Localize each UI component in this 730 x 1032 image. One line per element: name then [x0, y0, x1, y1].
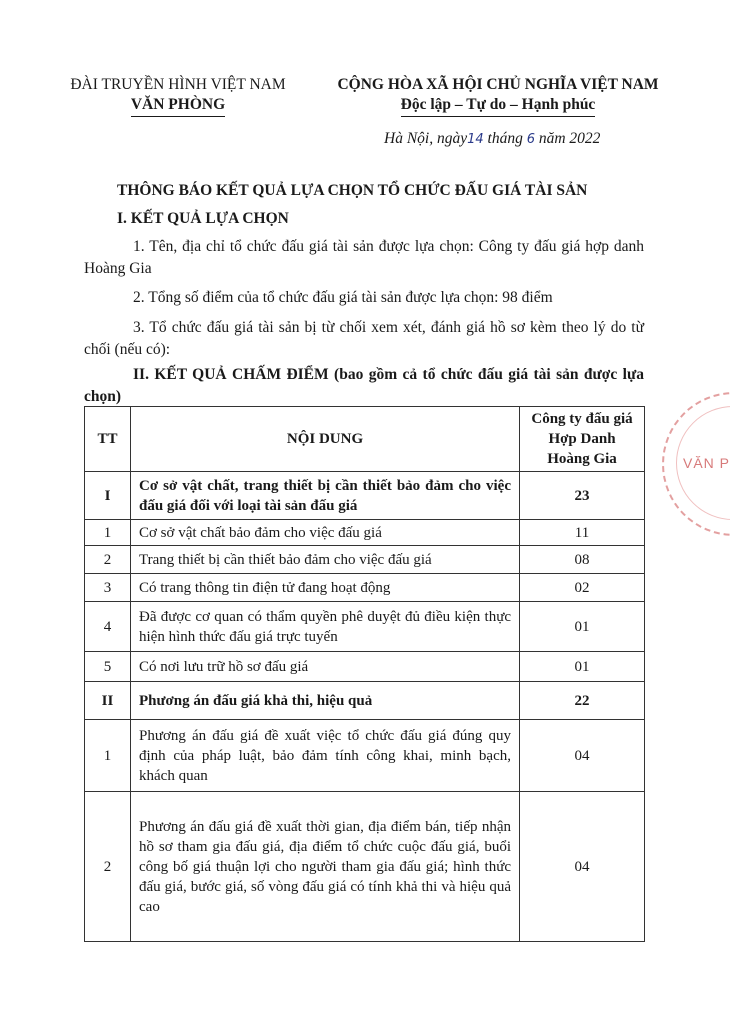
agency-name: ĐÀI TRUYỀN HÌNH VIỆT NAM	[70, 76, 286, 93]
national-header	[326, 75, 670, 117]
motto: Độc lập – Tự do – Hạnh phúc	[401, 95, 596, 117]
col-header-company: Công ty đấu giá Hợp Danh Hoàng Gia	[520, 407, 645, 472]
table-row: 3 Có trang thông tin điện tử đang hoạt động 02	[85, 574, 645, 602]
col-header-tt: TT	[85, 407, 131, 472]
table-row: I Cơ sở vật chất, trang thiết bị cần thiết bảo đảm cho việc đấu giá đối với loại tài sản đấu giá 23	[85, 472, 645, 520]
section-1-item-1: 1. Tên, địa chỉ tổ chức đấu giá tài sản được lựa chọn: Công ty đấu giá hợp danh Hoàng Gia	[84, 238, 644, 277]
table-row: 5 Có nơi lưu trữ hồ sơ đấu giá 01	[85, 652, 645, 682]
stamp-text: VĂN P	[683, 455, 730, 471]
table-row: 4 Đã được cơ quan có thẩm quyền phê duyệt đủ điều kiện thực hiện hình thức đấu giá trực tuyến 01	[85, 602, 645, 652]
date-day: 14	[467, 132, 484, 147]
score-table	[84, 406, 645, 942]
table-row: 2 Trang thiết bị cần thiết bảo đảm cho việc đấu giá 08	[85, 546, 645, 574]
date-line: Hà Nội, ngày14 tháng 6 năm 2022	[384, 130, 601, 147]
section-1-item-3: 3. Tổ chức đấu giá tài sản bị từ chối xem xét, đánh giá hồ sơ kèm theo lý do từ chối (nếu có):	[84, 319, 644, 358]
table-row: 1 Phương án đấu giá đề xuất việc tổ chức đấu giá đúng quy định của pháp luật, bảo đảm tính công khai, minh bạch, khách quan 04	[85, 720, 645, 792]
office-name: VĂN PHÒNG	[131, 95, 225, 117]
date-month: 6	[526, 132, 535, 147]
section-1-item-2: 2. Tổng số điểm của tổ chức đấu giá tài sản được lựa chọn: 98 điểm	[133, 289, 553, 306]
table-row: II Phương án đấu giá khả thi, hiệu quả 22	[85, 682, 645, 720]
document-title: THÔNG BÁO KẾT QUẢ LỰA CHỌN TỔ CHỨC ĐẤU GIÁ TÀI SẢN	[117, 182, 588, 199]
table-header-row	[85, 407, 645, 472]
agency-header	[62, 75, 294, 117]
section-2-heading: II. KẾT QUẢ CHẤM ĐIỂM (bao gồm cả tổ chức đấu giá tài sản được lựa chọn)	[84, 366, 644, 405]
section-1-heading: I. KẾT QUẢ LỰA CHỌN	[117, 210, 289, 227]
table-row: 1 Cơ sở vật chất bảo đảm cho việc đấu giá 11	[85, 520, 645, 546]
table-row: 2 Phương án đấu giá đề xuất thời gian, địa điểm bán, tiếp nhận hồ sơ tham gia đấu giá, địa điểm tổ chức cuộc đấu giá, buổi công bố giá thuận lợi cho người tham gia đấu giá; hình thức đấu giá, bước giá, số vòng đấu giá có tính khả thi và hiệu quả cao 04	[85, 792, 645, 942]
country-name: CỘNG HÒA XÃ HỘI CHỦ NGHĨA VIỆT NAM	[337, 76, 659, 93]
col-header-content: NỘI DUNG	[131, 407, 520, 472]
